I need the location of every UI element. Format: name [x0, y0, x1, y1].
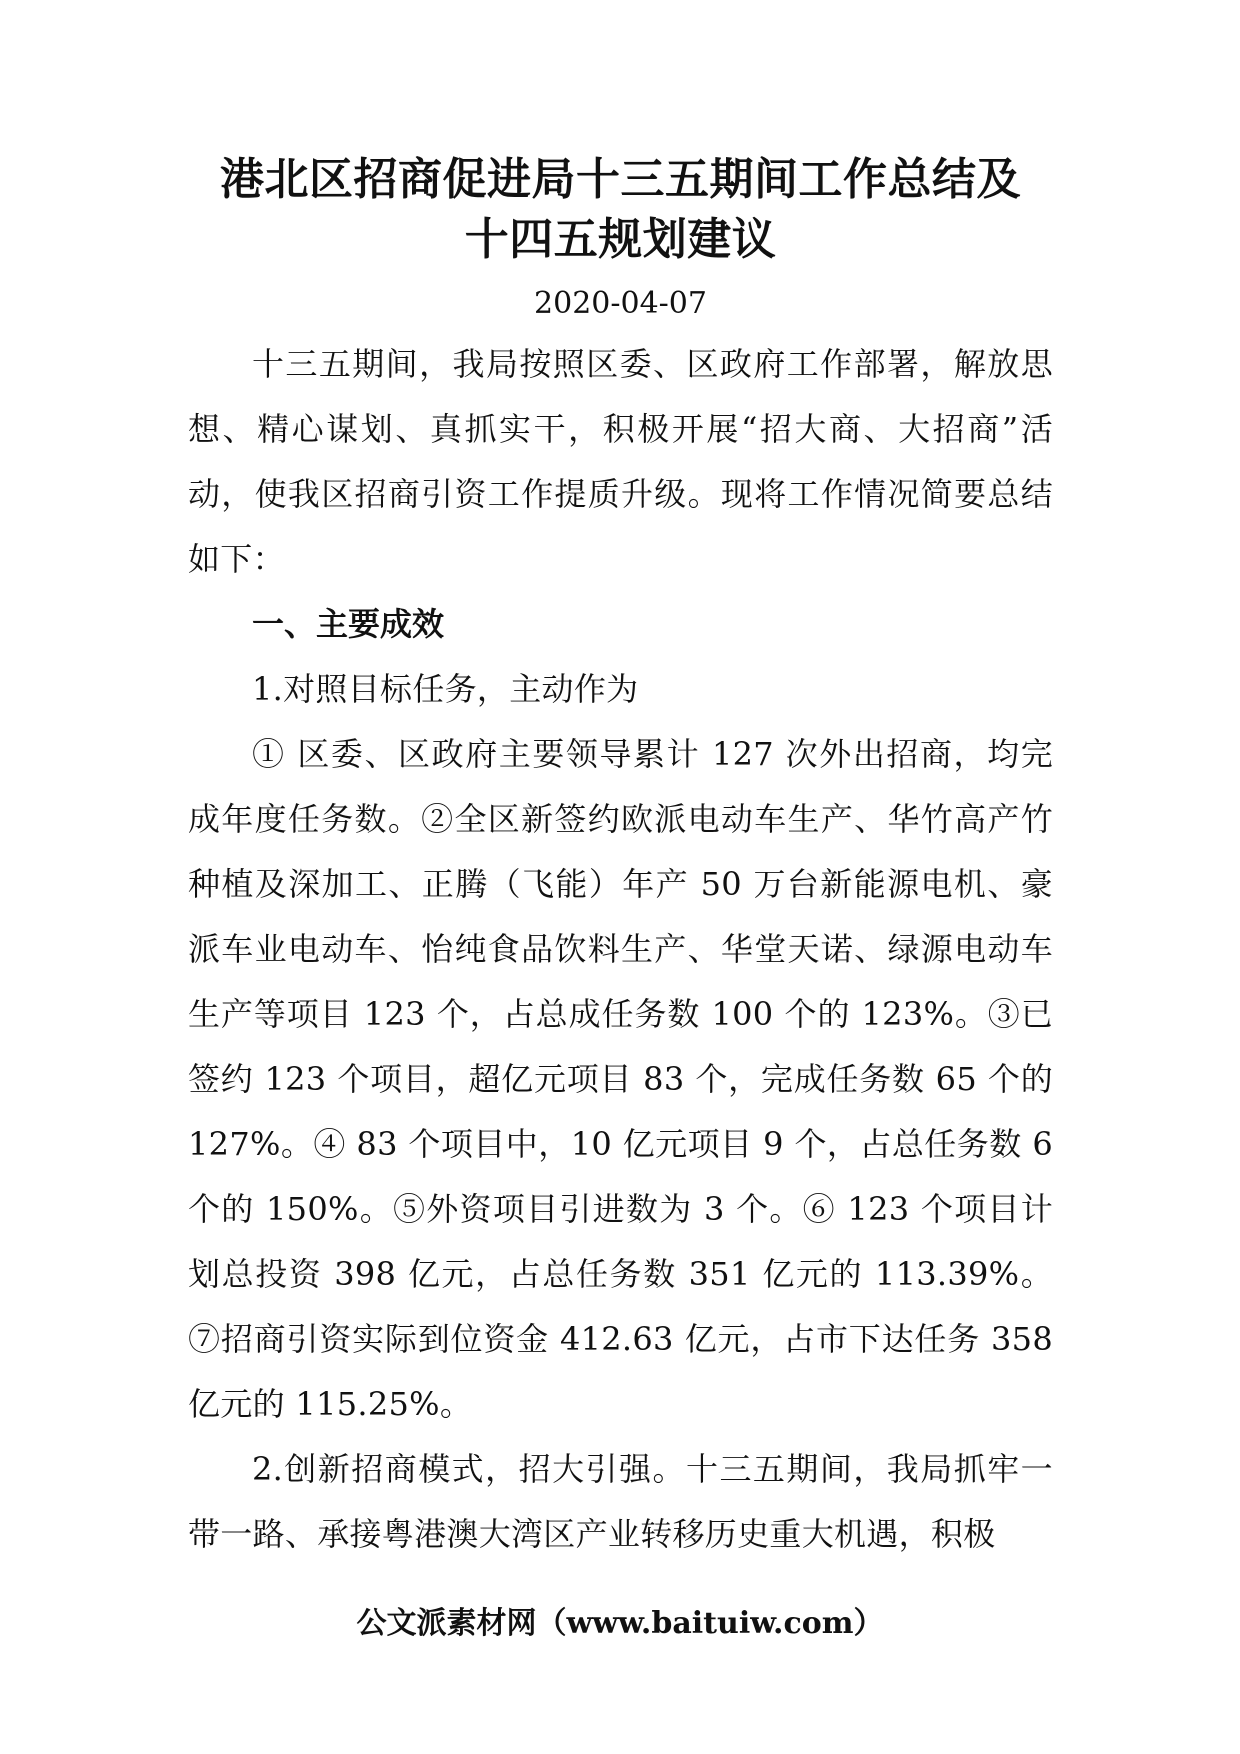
footer-watermark: 公文派素材网（www.baituiw.com） — [356, 1606, 884, 1641]
title-line-1: 港北区招商促进局十三五期间工作总结及 — [220, 154, 1021, 205]
item-paragraph-targets: ① 区委、区政府主要领导累计 127 次外出招商，均完成年度任务数。②全区新签约欧派电动车生产、华竹高产竹种植及深加工、正腾（飞能）年产 50 万台新能源电机、豪派车业电动车、怡纯食品饮料生产、华堂天诺、绿源电动车生产等项目 123 个，占总成任务数 100 个的 123%。③已签约 123 个项目，超亿元项目 83 个，完成任务数 65 个的 127%。④ 83 个项目中，10 亿元项目 9 个，占总任务数 6 个的 150%。⑤外资项目引进数为 3 个。⑥ 123 个项目计划总投资 398 亿元，占总任务数 351 亿元的 113.39%。⑦招商引资实际到位资金 412.63 亿元，占市下达任务 358 亿元的 115.25%。 — [188, 735, 1053, 1423]
document-page — [188, 150, 1053, 1567]
section-heading-main-results: 一、主要成效 — [252, 605, 445, 643]
item-paragraph-innovation: 2.创新招商模式，招大引强。十三五期间，我局抓牢一带一路、承接粤港澳大湾区产业转移历史重大机遇，积极 — [188, 1450, 1053, 1553]
document-date: 2020-04-07 — [534, 286, 707, 321]
item-heading-targets: 1.对照目标任务，主动作为 — [252, 670, 639, 708]
title-line-2: 十四五规划建议 — [464, 214, 777, 265]
document-title — [188, 150, 1053, 270]
intro-paragraph: 十三五期间，我局按照区委、区政府工作部署，解放思想、精心谋划、真抓实干，积极开展“招大商、大招商”活动，使我区招商引资工作提质升级。现将工作情况简要总结如下： — [188, 345, 1053, 578]
